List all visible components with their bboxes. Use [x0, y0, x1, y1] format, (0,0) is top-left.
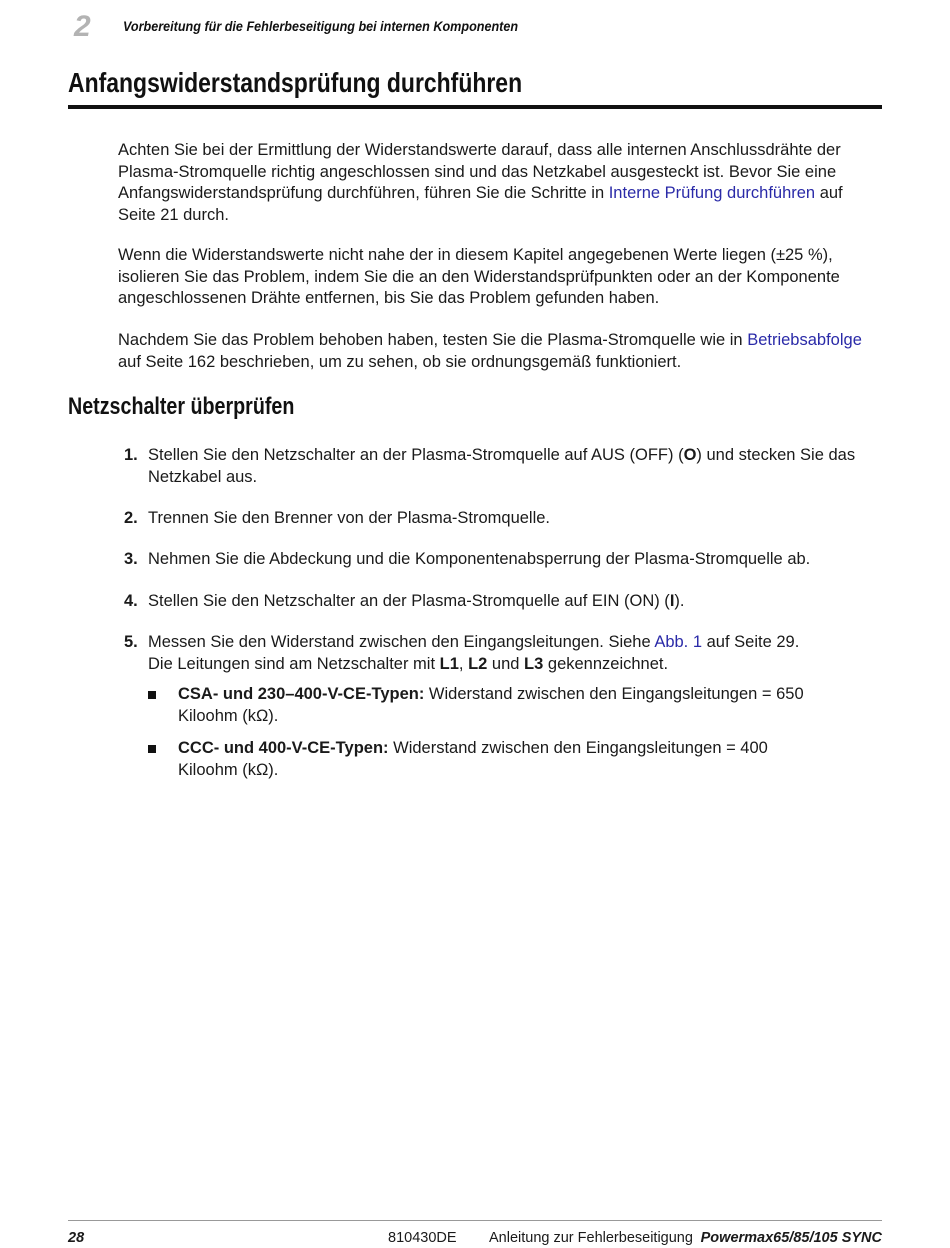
step-2 [118, 508, 884, 530]
p2-text: Wenn die Widerstandswerte nicht nahe der in diesem Kapitel angegebenen Werte liegen (±25 %), isolieren Sie das Problem, indem Sie die an den Widerstandsprüfpunkten oder an der Komponente angeschlossenen Drähte entfernen, bis Sie das Problem gefunden haben. [118, 246, 840, 307]
link-interne-pruefung[interactable]: Interne Prüfung durchführen [608, 184, 816, 202]
chapter-number: 2 [74, 10, 91, 43]
section2-title-text: Netzschalter überprüfen [68, 393, 295, 420]
p3-text-b: auf Seite 162 beschrieben, um zu sehen, ob sie ordnungsgemäß funktioniert. [118, 352, 682, 371]
step-5-line2-a: Die Leitungen sind am Netzschalter mit [148, 654, 440, 673]
bullet-csa-types [148, 684, 828, 727]
step-3 [118, 549, 884, 571]
step-number: 1. [124, 446, 138, 464]
sep-2: und [487, 654, 525, 673]
link-betriebsabfolge[interactable]: Betriebsabfolge [747, 331, 862, 349]
section-title-text: Anfangswiderstandsprüfung durchführen [68, 67, 523, 98]
step-5-line2-b: gekennzeichnet. [543, 654, 669, 673]
label-l2: L2 [468, 654, 488, 673]
intro-paragraph-1 [118, 140, 884, 226]
link-abb-1[interactable]: Abb. 1 [654, 633, 703, 651]
step-5-text-a: Messen Sie den Widerstand zwischen den Eingangsleitungen. Siehe [148, 633, 655, 651]
sep-1: , [458, 654, 469, 673]
step-4-text-b: ). [674, 592, 685, 610]
section-title-power-switch [68, 393, 344, 421]
bullet-1-label: CSA- und 230–400-V-CE-Typen: [178, 685, 425, 703]
step-4-on-symbol: I [669, 592, 675, 610]
step-number: 3. [124, 550, 138, 568]
p1-text-b: auf Seite 21 durch. [118, 184, 843, 224]
label-l1: L1 [439, 654, 459, 673]
footer-page-number: 28 [68, 1230, 85, 1246]
bullet-square-icon [148, 691, 156, 699]
p1-text-a: Achten Sie bei der Ermittlung der Widerstandswerte darauf, dass alle internen Anschlussdrähte der Plasma-Stromquelle richtig angeschlossen sind und das Netzkabel ausgesteckt ist. Bevor Sie eine Anfangswiderstandsprüfung durchführen, führen Sie die Schritte in [118, 141, 841, 202]
step-3-text: Nehmen Sie die Abdeckung und die Komponentenabsperrung der Plasma-Stromquelle ab. [148, 550, 811, 568]
intro-paragraph-2 [118, 245, 884, 310]
bullet-2-label: CCC- und 400-V-CE-Typen: [178, 739, 389, 757]
step-number: 2. [124, 509, 138, 527]
intro-paragraph-3 [118, 330, 884, 373]
step-1-text-b: ) und stecken Sie das Netzkabel aus. [148, 446, 856, 486]
label-l3: L3 [524, 654, 544, 673]
step-4 [118, 591, 884, 613]
footer-doc-number: 810430DE [388, 1230, 457, 1246]
bullet-1-text: Widerstand zwischen den Eingangsleitungen = 650 Kiloohm (kΩ). [178, 685, 804, 725]
running-header-title: Vorbereitung für die Fehlerbeseitigung bei internen Komponenten [123, 18, 519, 34]
bullet-2-text: Widerstand zwischen den Eingangsleitungen = 400 Kiloohm (kΩ). [178, 739, 768, 779]
step-4-text-a: Stellen Sie den Netzschalter an der Plasma-Stromquelle auf EIN (ON) ( [148, 592, 670, 610]
bullet-square-icon [148, 745, 156, 753]
p3-text-a: Nachdem Sie das Problem behoben haben, testen Sie die Plasma-Stromquelle wie in [118, 331, 748, 349]
footer-divider [68, 1220, 882, 1221]
section-title-initial-resistance [68, 66, 882, 109]
step-number: 5. [124, 633, 138, 651]
step-1 [118, 445, 884, 488]
bullet-ccc-types [148, 738, 798, 781]
step-1-text-a: Stellen Sie den Netzschalter an der Plasma-Stromquelle auf AUS (OFF) ( [148, 446, 684, 464]
step-5 [118, 632, 884, 675]
step-number: 4. [124, 592, 138, 610]
step-5-text-b: auf Seite 29. [702, 633, 800, 651]
step-2-text: Trennen Sie den Brenner von der Plasma-Stromquelle. [148, 509, 551, 527]
footer-product-name: Powermax65/85/105 SYNC [700, 1230, 882, 1246]
step-1-off-symbol: O [683, 446, 697, 464]
footer-guide-title: Anleitung zur Fehlerbeseitigung [489, 1230, 693, 1246]
